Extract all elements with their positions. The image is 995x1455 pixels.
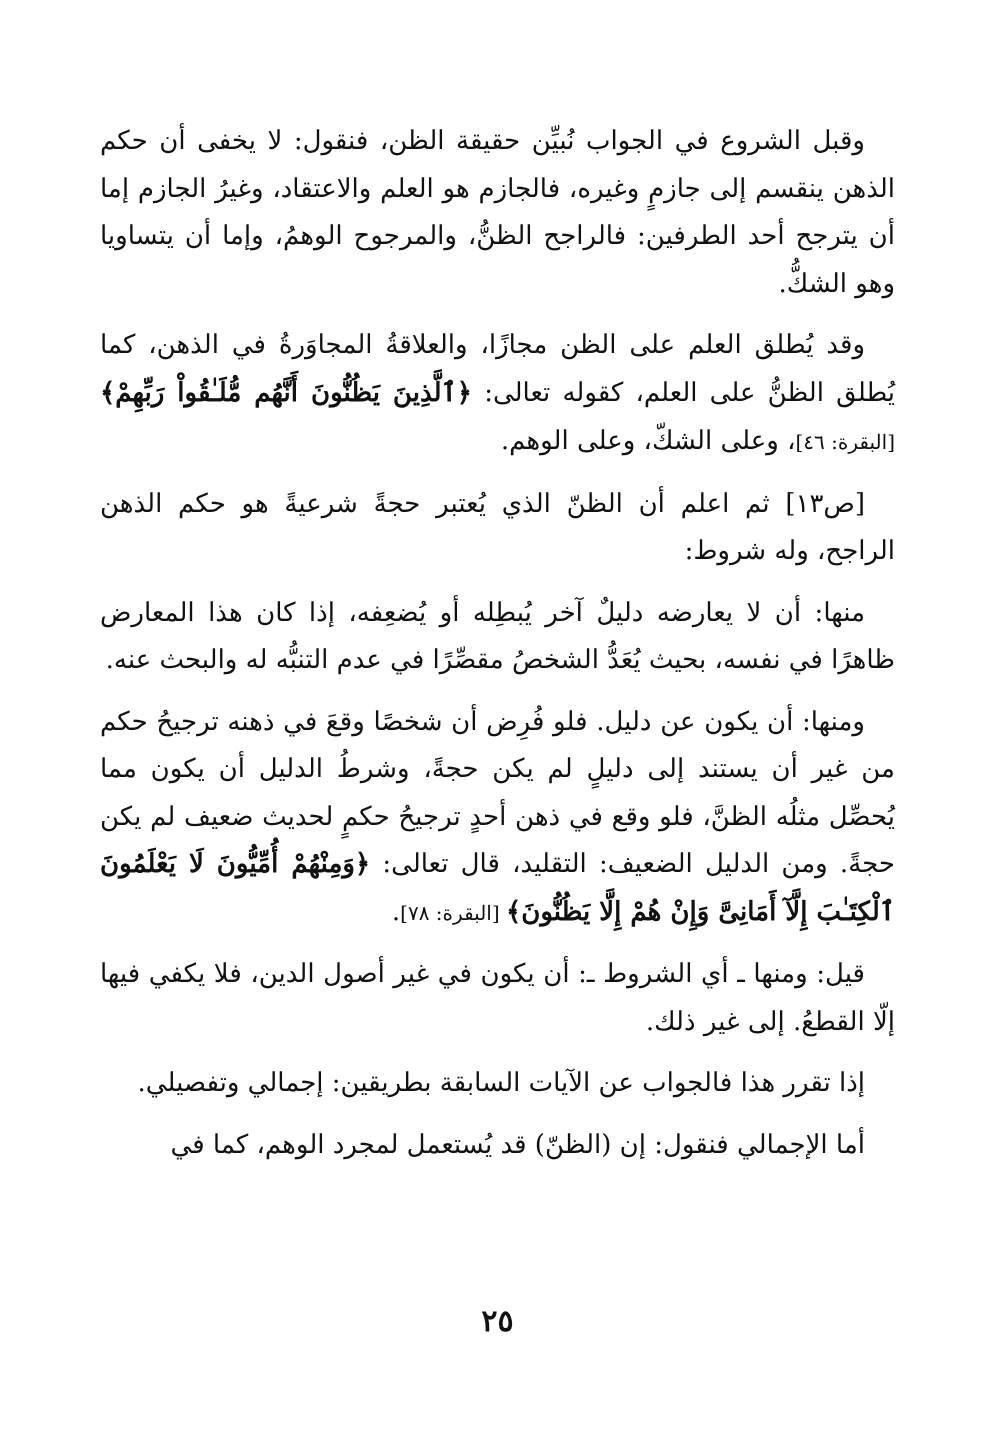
quran-verse-baqarah-78: ﴿وَمِنْهُمْ أُمِّيُّونَ لَا يَعْلَمُونَ ٱلْكِتَـٰبَ إِلَّآ أَمَانِىَّ وَإِنْ هُمْ إِلَّا يَظُنُّونَ﴾ [100,849,895,927]
paragraph-4-text: منها: أن لا يعارضه دليلٌ آخر يُبطِله أو يُضعِفه، إذا كان هذا المعارض ظاهرًا في نفسه، بحيث يُعَدُّ الشخصُ مقصِّرًا في عدم التنبُّه له والبحث عنه. [100,597,895,675]
paragraph-7-text: إذا تقرر هذا فالجواب عن الآيات السابقة بطريقين: إجمالي وتفصيلي. [137,1068,865,1098]
paragraph-3-text: [ص١٣] ثم اعلم أن الظنّ الذي يُعتبر حجةً شرعيةً هو حكم الذهن الراجح، وله شروط: [100,488,895,566]
paragraph-8-text: أما الإجمالي فنقول: إن (الظنّ) قد يُستعمل لمجرد الوهم، كما في [170,1129,865,1160]
paragraph-5 [100,699,895,938]
paragraph-2-text-before: وقد يُطلق العلم على الظن مجازًا، والعلاقةُ المجاوَرةُ في الذهن، كما يُطلق الظنُّ على العلم، كقوله تعالى: [100,330,896,408]
paragraph-1-text: وقبل الشروع في الجواب نُبيِّن حقيقة الظن، فنقول: لا يخفى أن حكم الذهن ينقسم إلى جازمٍ وغيره، فالجازم هو العلم والاعتقاد، وغيرُ الجازم إما أن يترجح أحد الطرفين: فالراجح الظنُّ، والمرجوح الوهمُ، وإما أن يتساويا وهو الشكُّ. [100,126,895,299]
verse-reference-46: [البقرة: ٤٦] [795,430,895,454]
paragraph-6-text: قيل: ومنها ـ أي الشروط ـ: أن يكون في غير أصول الدين، فلا يكفي فيها إلّا القطعُ. إلى غير ذلك. [100,959,895,1037]
paragraph-1 [100,118,895,308]
paragraph-6 [100,951,895,1046]
body-text [100,118,895,1179]
paragraph-8 [100,1122,895,1170]
paragraph-7 [100,1060,895,1108]
paragraph-5-text-after: . [391,896,401,927]
paragraph-4 [100,590,895,685]
paragraph-2 [100,322,895,467]
paragraph-2-text-after: ، وعلى الشكّ، وعلى الوهم. [500,426,796,456]
page-number: ٢٥ [481,1304,514,1339]
verse-reference-78: [البقرة: ٧٨] [400,900,507,925]
paragraph-5-text-before: ومنها: أن يكون عن دليل. فلو فُرِض أن شخصًا وقعَ في ذهنه ترجيحُ حكم من غير أن يستند إلى دليلٍ لم يكن حجةً، وشرطُ الدليل أن يكون مما يُحصِّل مثلُه الظنَّ، فلو وقع في ذهن أحدٍ ترجيحُ حكمٍ لحديث ضعيف لم يكن حجةً. ومن الدليل الضعيف: التقليد، قال تعالى: [100,706,895,879]
paragraph-3 [100,481,895,576]
quran-verse-baqarah-46: ﴿ٱلَّذِينَ يَظُنُّونَ أَنَّهُم مُّلَـٰقُواْ رَبِّهِمْ﴾ [100,377,472,408]
